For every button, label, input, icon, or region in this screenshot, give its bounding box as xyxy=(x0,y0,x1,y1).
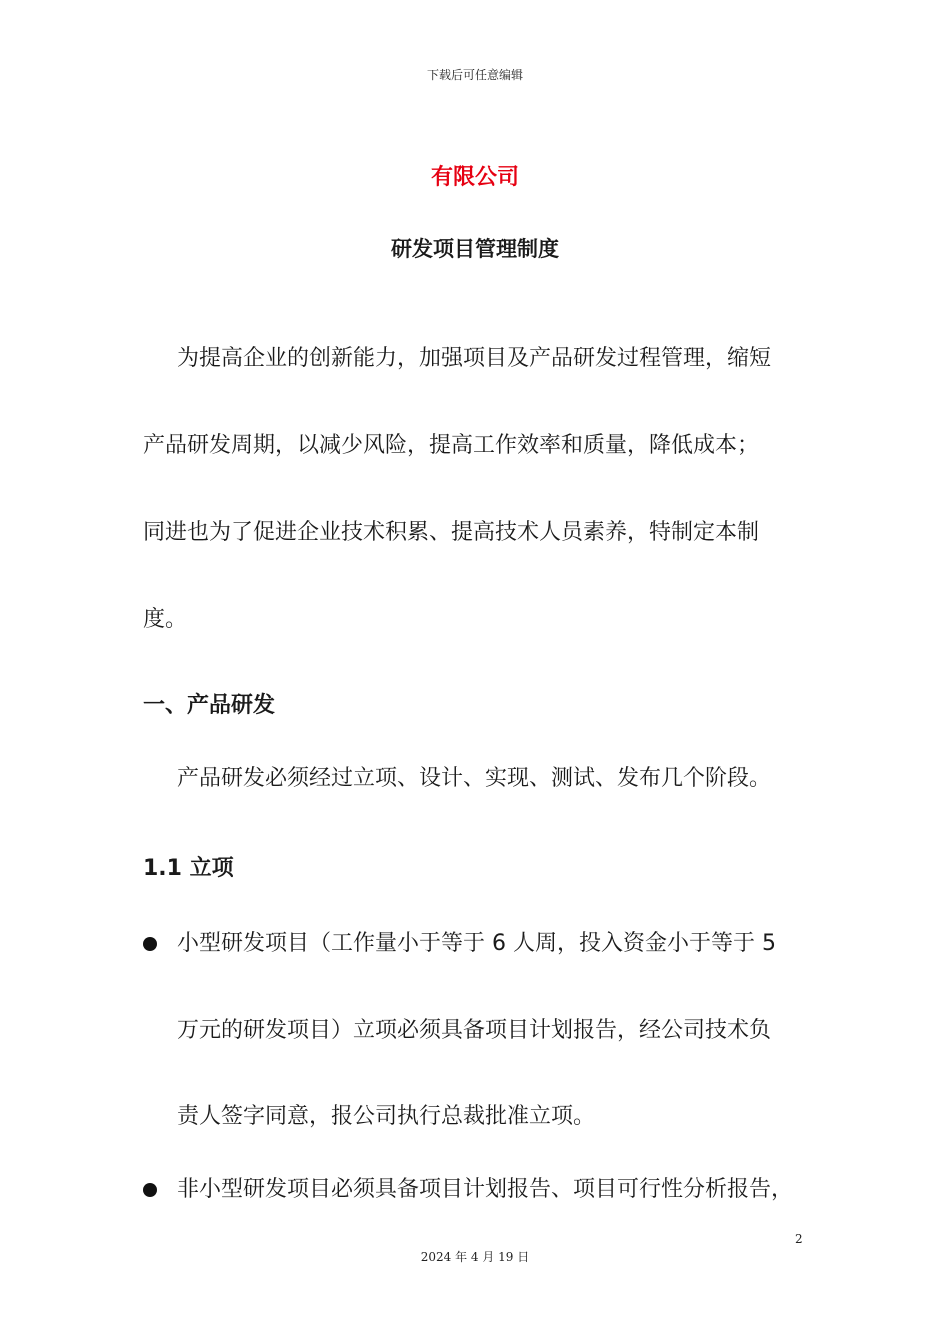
footer-date: 2024 年 4 月 19 日 xyxy=(420,1250,530,1264)
page-number: 2 xyxy=(795,1232,803,1246)
bullet-icon xyxy=(143,937,157,951)
bullet-line: 万元的研发项目）立项必须具备项目计划报告，经公司技术负 xyxy=(177,1018,772,1043)
bullet-line: 小型研发项目（工作量小于等于 6 人周，投入资金小于等于 5 xyxy=(177,931,776,956)
bullet-line: 非小型研发项目必须具备项目计划报告、项目可行性分析报告， xyxy=(177,1177,794,1202)
intro-line: 为提高企业的创新能力，加强项目及产品研发过程管理，缩短 xyxy=(177,346,772,371)
header-note: 下载后可任意编辑 xyxy=(426,68,523,82)
bullet-icon xyxy=(143,1183,157,1197)
bullet-line: 责人签字同意，报公司执行总裁批准立项。 xyxy=(177,1104,596,1129)
section-heading: 一、产品研发 xyxy=(143,693,276,718)
company-title: 有限公司 xyxy=(430,165,519,190)
subsection-heading: 1.1 立项 xyxy=(143,856,234,881)
section-paragraph: 产品研发必须经过立项、设计、实现、测试、发布几个阶段。 xyxy=(177,766,772,791)
intro-line: 同进也为了促进企业技术积累、提高技术人员素养，特制定本制 xyxy=(143,520,760,545)
document-title: 研发项目管理制度 xyxy=(391,237,559,261)
intro-line: 产品研发周期，以减少风险，提高工作效率和质量，降低成本； xyxy=(143,433,760,458)
intro-line: 度。 xyxy=(143,607,188,632)
